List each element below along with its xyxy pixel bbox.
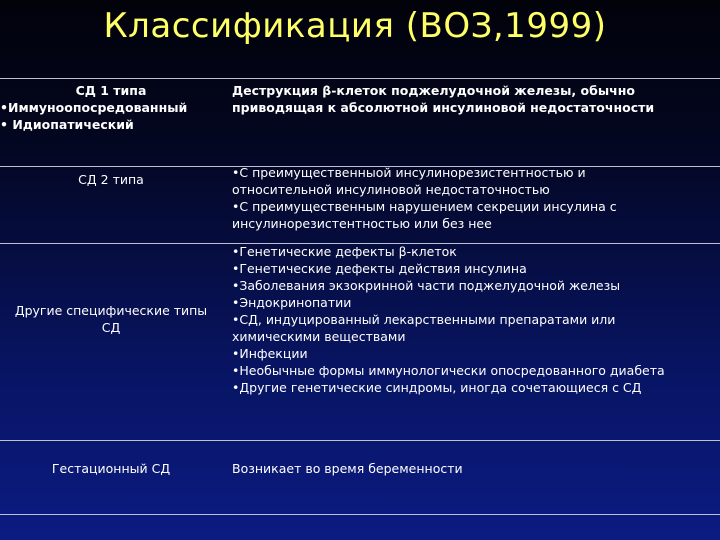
description-cell [232, 460, 716, 477]
type-cell [0, 302, 222, 336]
description-line: инсулинорезистентностью или без нее [232, 216, 492, 231]
type-cell [0, 171, 222, 188]
description-line: •Заболевания экзокринной части поджелудочной железы [232, 278, 621, 293]
description-line: приводящая к абсолютной инсулиновой недостаточности [232, 100, 655, 115]
type-name: СД 2 типа [78, 172, 144, 187]
type-subitem: • Идиопатический [0, 117, 134, 132]
description-cell [232, 164, 716, 232]
description-line: •С преимущественным нарушением секреции инсулина с [232, 199, 617, 214]
slide-title: Классификация (ВОЗ,1999) [103, 6, 607, 46]
description-line: Деструкция β-клеток поджелудочной железы, обычно [232, 83, 635, 98]
description-line: •Генетические дефекты действия инсулина [232, 261, 527, 276]
description-line: •Другие генетические синдромы, иногда сочетающиеся с СД [232, 380, 642, 395]
description-line: химическими веществами [232, 329, 406, 344]
type-name: СД 1 типа [75, 83, 147, 98]
description-line: •С преимущественныой инсулинорезистентностью и [232, 165, 586, 180]
table-row-type1 [0, 78, 720, 167]
table-row-type2 [0, 166, 720, 244]
type-cell [0, 460, 222, 477]
table-row-other-types [0, 243, 720, 441]
type-name: Гестационный СД [51, 461, 171, 476]
description-line: •Необычные формы иммунологически опосредованного диабета [232, 363, 665, 378]
table-row-gestational [0, 440, 720, 515]
description-cell [232, 82, 716, 116]
description-line: •Генетические дефекты β-клеток [232, 244, 457, 259]
description-line: •СД, индуцированный лекарственными препаратами или [232, 312, 616, 327]
type-subitem: •Иммуноопосредованный [0, 100, 188, 115]
description-line: Возникает во время беременности [232, 461, 463, 476]
description-line: относительной инсулиновой недостаточностью [232, 182, 550, 197]
type-cell [0, 82, 222, 133]
type-name: СД [101, 320, 121, 335]
description-line: •Инфекции [232, 346, 308, 361]
description-line: •Эндокринопатии [232, 295, 352, 310]
description-cell [232, 243, 716, 396]
type-name: Другие специфические типы [14, 303, 208, 318]
